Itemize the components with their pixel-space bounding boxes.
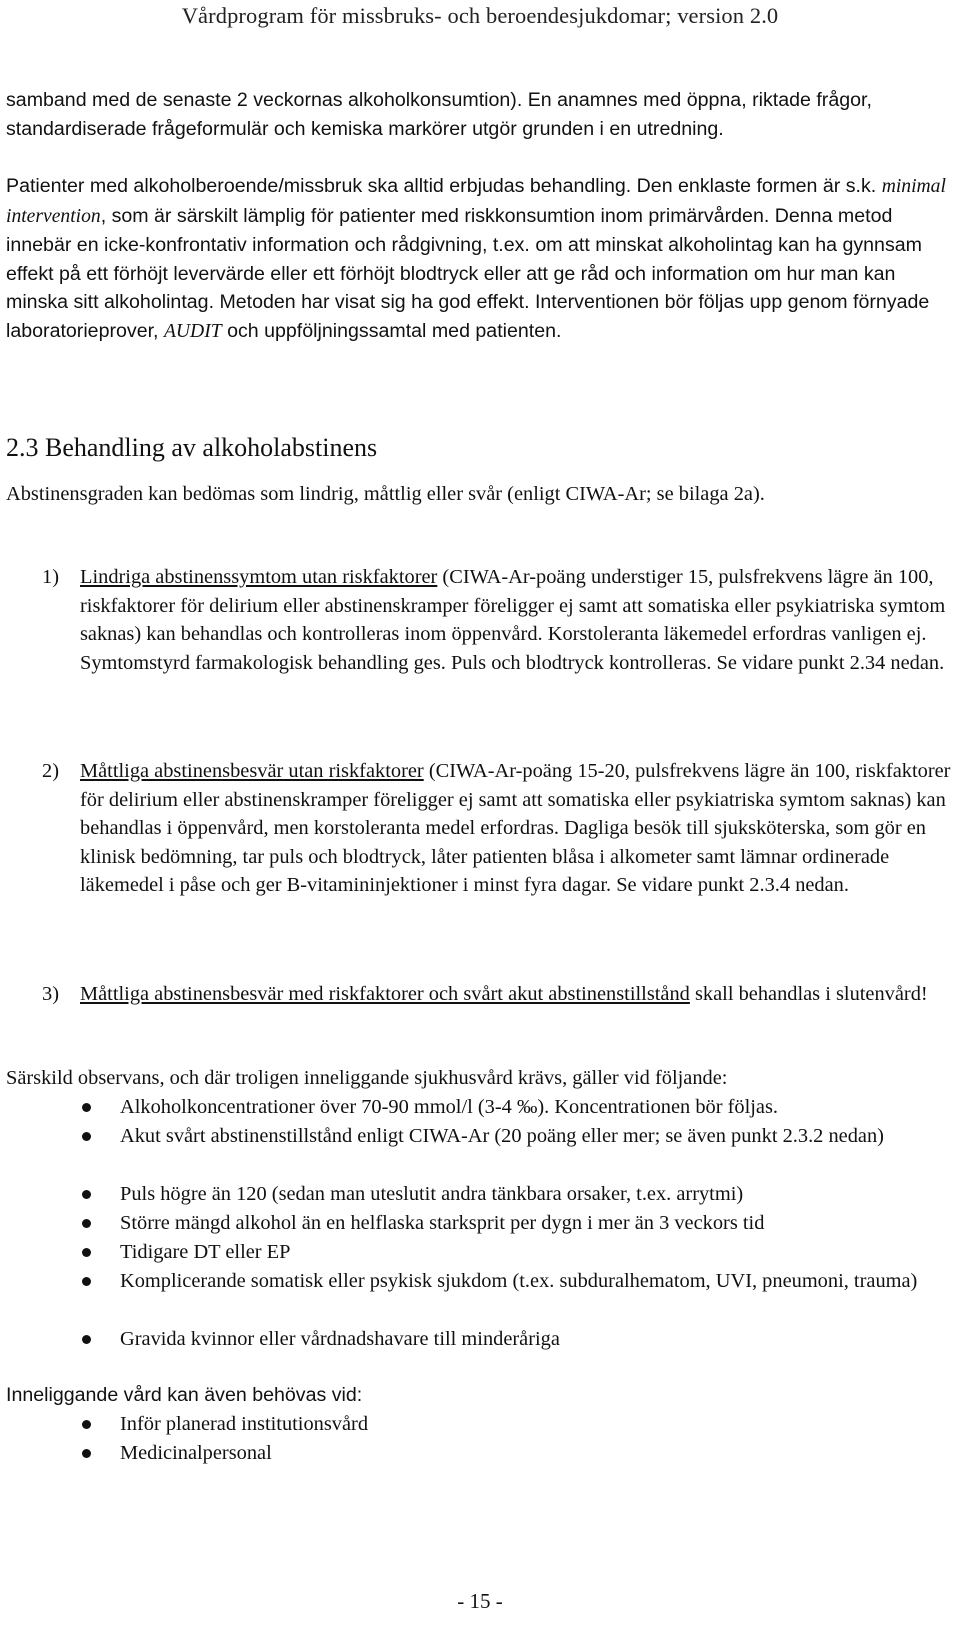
bullet-item: Större mängd alkohol än en helflaska starksprit per dygn i mer än 3 veckors tid <box>0 1209 952 1238</box>
emphasis-audit: AUDIT <box>163 320 222 342</box>
punkt-ref: punkt 2.3.4 <box>697 874 791 897</box>
paragraph-minimal-intervention: Patienter med alkoholberoende/missbruk ska alltid erbjudas behandling. Den enklaste formen är s.k. minimal intervention, som är särskilt lämplig för patienter med riskkonsumtion inom primärvården. Denna metod innebär en icke-konfrontativ information och rådgivning, t.ex. om att minskat alkoholintag kan ha gynnsam effekt på ett förhöjt levervärde eller ett förhöjt blodtryck eller att ge råd och information om hur man kan minska sitt alkoholintag. Metoden har visat sig ha god effekt. Interventionen bör följas upp genom förnyade laboratorieprover, AUDIT och uppföljningssamtal med patienten. <box>6 175 946 342</box>
item-3-title: Måttliga abstinensbesvär med riskfaktorer och svårt akut abstinenstillstånd <box>80 983 690 1005</box>
bilaga-ref: bilaga 2a <box>678 483 753 505</box>
bullet-item: Akut svårt abstinenstillstånd enligt CIWA-Ar (20 poäng eller mer; se även punkt 2.3.2 nedan) <box>0 1122 952 1151</box>
bullet-icon <box>82 1132 91 1141</box>
ciwa-ref: CIWA-Ar <box>408 1125 490 1147</box>
punkt-ref: punkt 2.3.2 <box>731 1125 824 1147</box>
section-heading: 2.3 Behandling av alkoholabstinens <box>6 433 378 462</box>
ciwa-ref: CIWA-Ar <box>565 483 646 505</box>
paragraph-abstinensgrad: Abstinensgraden kan bedömas som lindrig, måttlig eller svår (enligt CIWA-Ar; se bilaga 2a). <box>6 483 765 505</box>
bullet-icon <box>82 1420 91 1429</box>
page-number: - 15 - <box>457 1589 503 1613</box>
bullet-item: Tidigare DT eller EP <box>0 1238 952 1267</box>
bullet-item: Gravida kvinnor eller vårdnadshavare till minderåriga <box>0 1325 952 1354</box>
list-item-3: 3) Måttliga abstinensbesvär med riskfaktorer och svårt akut abstinenstillstånd skall behandlas i slutenvård! <box>42 983 928 1005</box>
bullet-icon <box>82 1190 91 1199</box>
bullet-icon <box>82 1248 91 1257</box>
inpatient-intro: Inneliggande vård kan även behövas vid: <box>6 1384 363 1406</box>
bullet-icon <box>82 1277 91 1286</box>
bullet-icon <box>82 1335 91 1344</box>
list-item-2: 2) Måttliga abstinensbesvär utan riskfaktorer (CIWA-Ar-poäng 15-20, pulsfrekvens lägre än 100, riskfaktorer för delirium eller abstinenskramper föreligger ej samt att somatiska eller psykiatriska symtom saknas) kan behandlas i öppenvård, men korstoleranta medel erfordras. Dagliga besök till sjuksköterska, som gör en klinisk bedömning, tar puls och blodtryck, låter patienten blåsa i alkometer samt lämnar ordinerade läkemedel i påse och ger B-vitamininjektioner i minst fyra dagar. Se vidare punkt 2.3.4 nedan. <box>42 760 951 897</box>
punkt-ref: punkt 2.34 <box>798 651 886 674</box>
bullet-item: Inför planerad institutionsvård <box>0 1410 952 1439</box>
ciwa-ref: CIWA-Ar <box>449 566 530 588</box>
emphasis-minimal-intervention: minimal intervention <box>6 176 946 227</box>
ciwa-ref: CIWA-Ar <box>435 760 516 782</box>
list-item-1: 1) Lindriga abstinenssymtom utan riskfaktorer (CIWA-Ar-poäng understiger 15, pulsfrekvens lägre än 100, riskfaktorer för delirium eller abstinenskramper föreligger ej samt att somatiska eller psykiatriska symtom saknas) kan behandlas och kontrolleras inom öppenvård. Korstoleranta läkemedel erfordras vanligen ej. Symtomstyrd farmakologisk behandling ges. Puls och blodtryck kontrolleras. Se vidare punkt 2.34 nedan. <box>42 566 946 674</box>
item-1-title: Lindriga abstinenssymtom utan riskfaktorer <box>80 566 438 588</box>
bullet-icon <box>82 1219 91 1228</box>
bullet-item: Medicinalpersonal <box>0 1439 952 1468</box>
bullet-item: Alkoholkoncentrationer över 70-90 mmol/l (3-4 ‰). Koncentrationen bör följas. <box>0 1093 952 1122</box>
bullet-item: Puls högre än 120 (sedan man uteslutit andra tänkbara orsaker, t.ex. arrytmi) <box>0 1180 952 1209</box>
running-header: Vårdprogram för missbruks- och beroendesjukdomar; version 2.0 <box>181 3 779 28</box>
item-2-title: Måttliga abstinensbesvär utan riskfaktorer <box>80 760 424 782</box>
bullet-item: Komplicerande somatisk eller psykisk sjukdom (t.ex. subduralhematom, UVI, pneumoni, trauma) <box>0 1267 952 1296</box>
bullet-icon <box>82 1449 91 1458</box>
paragraph-anamnes: samband med de senaste 2 veckornas alkoholkonsumtion). En anamnes med öppna, riktade frågor, standardiserade frågeformulär och kemiska markörer utgör grunden i en utredning. <box>6 89 872 140</box>
bullet-icon <box>82 1103 91 1112</box>
special-intro: Särskild observans, och där troligen inneliggande sjukhusvård krävs, gäller vid följande: <box>6 1067 728 1089</box>
